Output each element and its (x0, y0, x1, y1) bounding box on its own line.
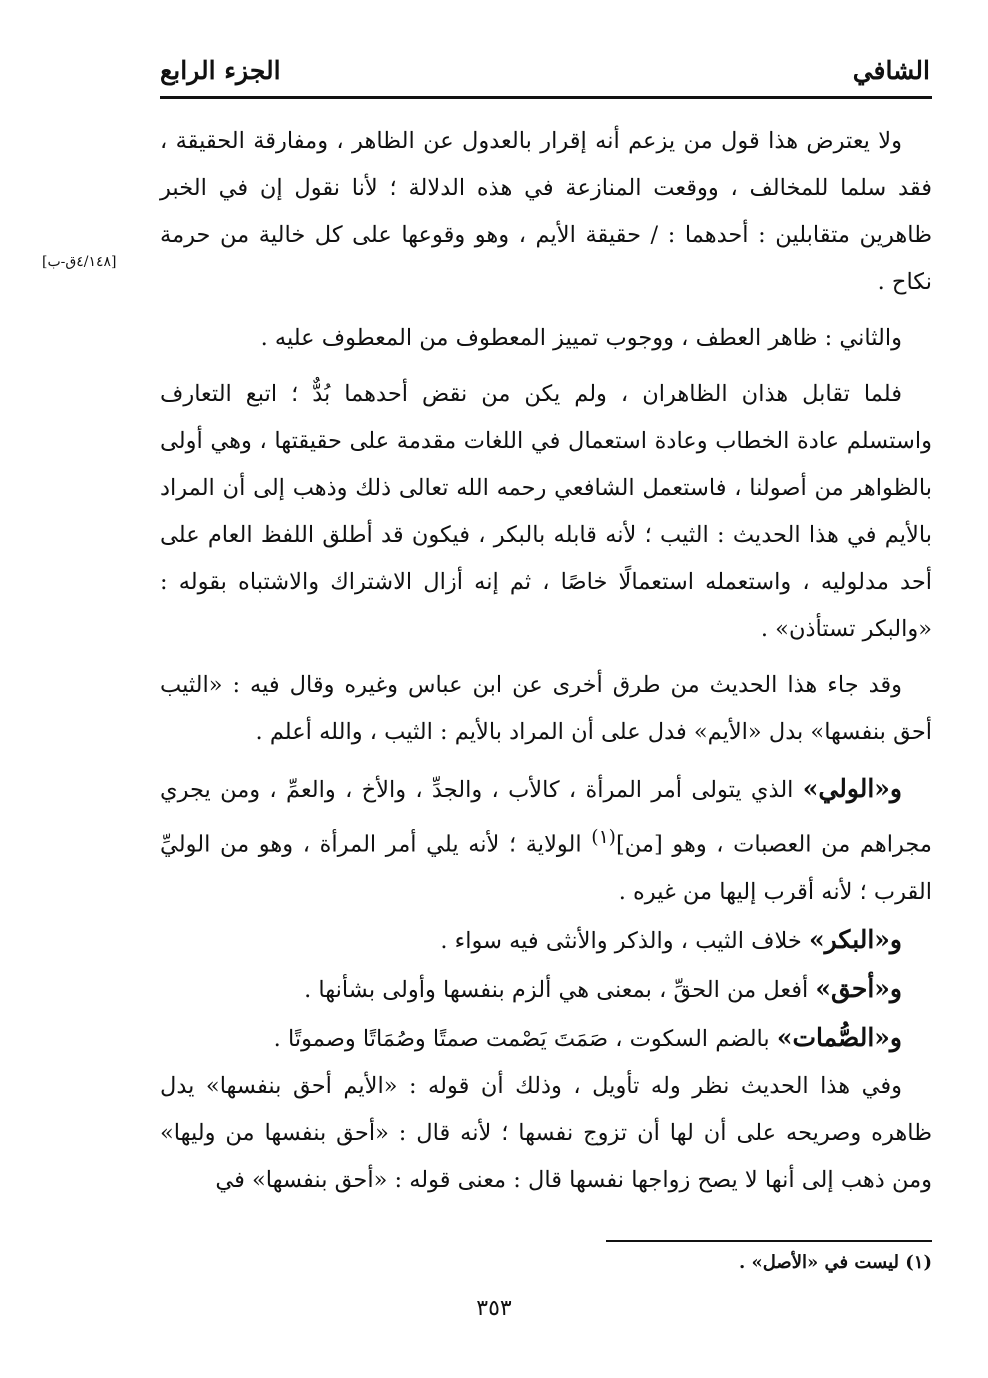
header-rule (160, 96, 932, 99)
defined-term: و«الولي» (802, 774, 902, 803)
defined-term: و«البكر» (808, 924, 902, 954)
page-number: ٣٥٣ (476, 1296, 512, 1321)
book-title: الشافي (852, 56, 930, 85)
definition-ahaqq (160, 965, 932, 1014)
paragraph: ولا يعترض هذا قول من يزعم أنه إقرار بالعدول عن الظاهر ، ومفارقة الحقيقة ، فقد سلما للمخالف ، ووقعت المنازعة في هذه الدلالة ؛ لأنا نقول إن في الخبر ظاهرين متقابلين : أحدهما : / حقيقة الأيم ، وهو وقوعها على كل خالية من حرمة نكاح . (160, 128, 932, 295)
paragraph: وفي هذا الحديث نظر وله تأويل ، وذلك أن قوله : «الأيم أحق بنفسها» يدل ظاهره وصريحه على أن لها أن تزوج نفسها ؛ لأنه قال : «أحق بنفسها من وليها» ومن ذهب إلى أنها لا يصح زواجها نفسها قال : معنى قوله : «أحق بنفسها» في (160, 1072, 932, 1193)
running-header (160, 52, 930, 92)
footnote-marker: (١) (591, 827, 616, 848)
defined-term: و«الصُّمات» (776, 1022, 902, 1052)
definition-text: خلاف الثيب ، والذكر والأنثى فيه سواء . (440, 927, 809, 954)
definition-text: الذي يتولى أمر المرأة ، كالأب ، والجدِّ ، والأخ ، والعمِّ ، ومن يجري مجراهم من العصبات ، وهو [من] (160, 777, 932, 858)
definition-wali (160, 765, 932, 916)
manuscript-folio-reference: [٤/١٤٨ق-ب] (42, 254, 117, 270)
definition-sumat (160, 1014, 932, 1063)
paragraph: وقد جاء هذا الحديث من طرق أخرى عن ابن عباس وغيره وقال فيه : «الثيب أحق بنفسها» بدل «الأيم» فدل على أن المراد بالأيم : الثيب ، والله أعلم . (160, 672, 932, 745)
definition-text: بالضم السكوت ، صَمَتَ يَصْمت صمتًا وصُمَاتًا وصموتًا . (273, 1025, 777, 1052)
paragraph: فلما تقابل هذان الظاهران ، ولم يكن من نقض أحدهما بُدٌّ ؛ اتبع التعارف واستسلم عادة الخطاب وعادة استعمال في اللغات مقدمة على حقيقتها ، وهي أولى بالظواهر من أصولنا ، فاستعمل الشافعي رحمه الله تعالى ذلك وذهب إلى أن المراد بالأيم في هذا الحديث : الثيب ؛ لأنه قابله بالبكر ، فيكون قد أطلق اللفظ العام على أحد مدلوليه ، واستعمله استعمالًا خاصًا ، ثم إنه أزال الاشتراك والاشتباه بقوله : «والبكر تستأذن» . (160, 381, 932, 642)
definition-text: أفعل من الحقِّ ، بمعنى هي ألزم بنفسها وأولى بشأنها . (304, 976, 816, 1003)
defined-term: و«أحق» (815, 973, 902, 1003)
definition-bikr (160, 916, 932, 965)
main-text (160, 118, 932, 1204)
part-title: الجزء الرابع (160, 56, 281, 85)
definition-text: الولاية ؛ لأنه يلي أمر المرأة ، وهو من الوليِّ القرب ؛ لأنه أقرب إليها من غيره . (160, 831, 932, 905)
footnote-rule (606, 1240, 932, 1242)
paragraph: والثاني : ظاهر العطف ، ووجوب تمييز المعطوف من المعطوف عليه . (260, 325, 902, 351)
footnote: (١) ليست في «الأصل» . (739, 1252, 932, 1273)
